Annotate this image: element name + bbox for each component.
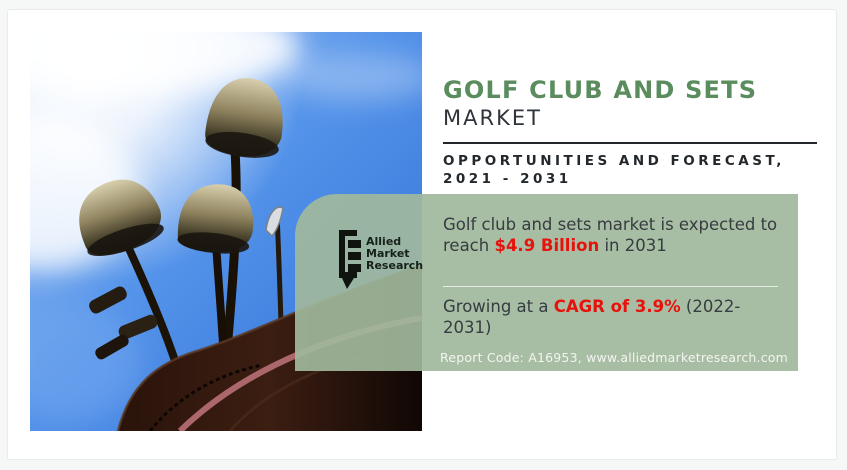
allied-market-research-logo xyxy=(339,230,439,290)
stat1-suffix: in 2031 xyxy=(599,235,667,255)
stat2-suffix: (2022-2031) xyxy=(443,297,741,337)
stats-divider xyxy=(443,286,778,287)
amr-logo-wordmark xyxy=(366,230,423,272)
report-cover-card xyxy=(7,9,837,460)
logo-word-allied: Allied xyxy=(366,235,402,248)
market-size-stat xyxy=(443,215,790,256)
forecast-line1: OPPORTUNITIES AND FORECAST, xyxy=(443,153,785,169)
stat1-prefix: Golf club and sets market is expected to reach xyxy=(443,215,778,255)
amr-logo-icon xyxy=(339,230,365,290)
report-code-line: Report Code: A16953, www.alliedmarketresearch.com xyxy=(440,350,788,365)
stat2-prefix: Growing at a xyxy=(443,297,554,316)
title-divider xyxy=(443,142,817,144)
stat1-value: $4.9 Billion xyxy=(494,235,600,255)
forecast-line2: 2021 - 2031 xyxy=(443,170,572,187)
page-title-market: MARKET xyxy=(443,106,542,130)
stat2-value: CAGR of 3.9% xyxy=(553,297,681,316)
logo-word-market: Market xyxy=(366,247,410,261)
logo-word-research: Research xyxy=(366,259,424,273)
cagr-stat xyxy=(443,297,763,338)
forecast-heading xyxy=(443,153,826,188)
page-title: GOLF CLUB AND SETS xyxy=(443,76,758,104)
stats-highlight-box xyxy=(295,194,798,371)
